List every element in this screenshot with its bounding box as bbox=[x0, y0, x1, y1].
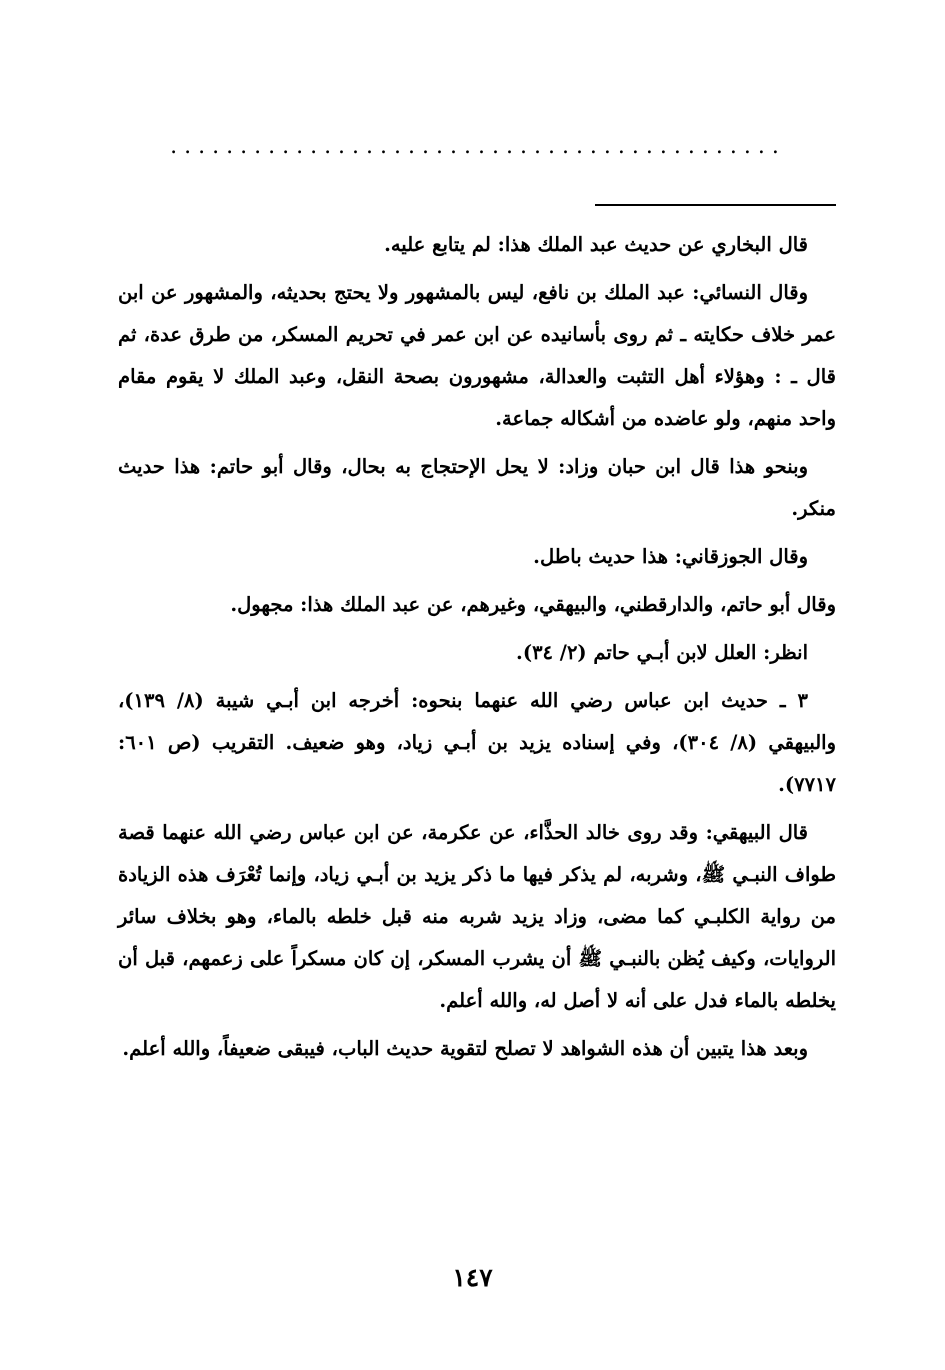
paragraph-bukhari: قال البخاري عن حديث عبد الملك هذا: لم يتابع عليه. bbox=[384, 233, 808, 256]
paragraph-conclusion: وبعد هذا يتبين أن هذه الشواهد لا تصلح لتقوية حديث الباب، فيبقى ضعيفاً، والله أعلم. bbox=[122, 1037, 808, 1060]
footnote-rule bbox=[595, 204, 836, 206]
paragraph-reference-ilal: انظر: العلل لابن أبـي حاتم (٢/ ٣٤). bbox=[516, 641, 808, 664]
dotted-separator: ............................................ bbox=[170, 134, 786, 159]
footnote-text bbox=[118, 224, 836, 1076]
paragraph-jawzaqani: وقال الجوزقاني: هذا حديث باطل. bbox=[533, 545, 808, 568]
paragraph-ibn-hibban: وبنحو هذا قال ابن حبان وزاد: لا يحل الإحتجاج به بحال، وقال أبو حاتم: هذا حديث منكر. bbox=[118, 455, 836, 520]
page-number: ١٤٧ bbox=[452, 1263, 493, 1292]
paragraph-nasai: وقال النسائي: عبد الملك بن نافع، ليس بالمشهور ولا يحتج بحديثه، والمشهور عن ابن عمر خلاف حكايته ـ ثم روى بأسانيده عن ابن عمر في تحريم المسكر، من طرق عدة، ثم قال ـ : وهؤلاء أهل التثبت والعدالة، مشهورون بصحة النقل، وعبد الملك لا يقوم مقام واحد منهم، ولو عاضده من أشكاله جماعة. bbox=[118, 281, 836, 430]
paragraph-bayhaqi: قال البيهقي: وقد روى خالد الحذَّاء، عن عكرمة، عن ابن عباس رضي الله عنهما قصة طواف النبـي ﷺ، وشربه، لم يذكر فيها ما ذكر يزيد بن أبـي زياد، وإنما تُعْرَف هذه الزيادة من رواية الكلبـي كما مضى، وزاد يزيد شربه منه قبل خلطه بالماء، وهو بخلاف سائر الروايات، وكيف يُظن بالنبـي ﷺ أن يشرب المسكر، إن كان مسكراً على زعمهم، قبل أن يخلطه بالماء فدل على أنه لا أصل له، والله أعلم. bbox=[118, 821, 836, 1012]
paragraph-abu-hatim: وقال أبو حاتم، والدارقطني، والبيهقي، وغيرهم، عن عبد الملك هذا: مجهول. bbox=[230, 593, 836, 616]
paragraph-hadith-3: ٣ ـ حديث ابن عباس رضي الله عنهما بنحوه: أخرجه ابن أبـي شيبة (٨/ ١٣٩)، والبيهقي (٨/ ٣٠٤)، وفي إسناده يزيد بن أبـي زياد، وهو ضعيف. التقريب (ص ٦٠١: ٧٧١٧). bbox=[118, 689, 836, 796]
